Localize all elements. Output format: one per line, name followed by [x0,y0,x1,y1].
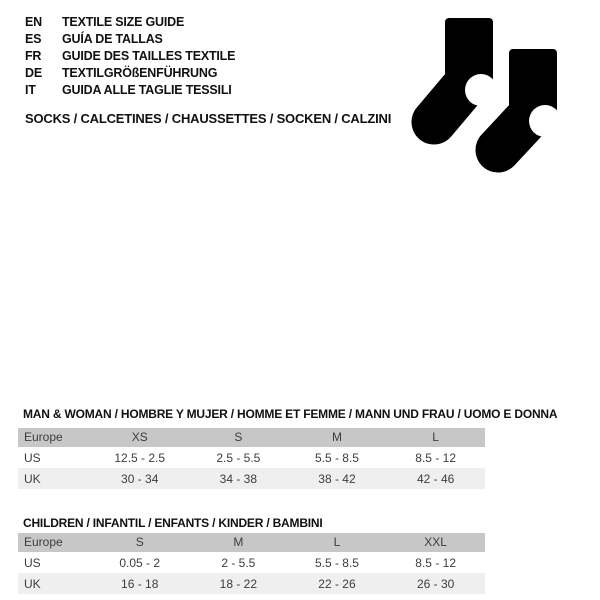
table-row-us [18,447,485,468]
size-table-man-woman [18,428,485,489]
size-value: 8.5 - 12 [415,555,456,570]
column-header: Europe [18,428,90,447]
size-value: 0.05 - 2 [119,555,161,570]
language-code: FR [25,48,42,63]
language-code: DE [25,65,42,80]
language-code: ES [25,31,42,46]
size-value: 12.5 - 2.5 [114,450,166,465]
size-value: 2.5 - 5.5 [216,450,261,465]
language-label: TEXTILGRÖßENFÜHRUNG [62,65,218,80]
table-row-uk [18,573,485,594]
column-header: M [288,428,387,447]
table-header-row [18,533,485,552]
column-header: XXL [386,533,485,552]
language-label: TEXTILE SIZE GUIDE [62,14,185,29]
size-value: 22 - 26 [288,573,387,594]
socks-icon-svg [405,14,567,176]
size-value: 34 - 38 [189,468,288,489]
table-row-uk [18,468,485,489]
sock-front [498,43,563,150]
column-header: S [189,428,288,447]
row-label: UK [18,573,90,594]
table-title-children: CHILDREN / INFANTIL / ENFANTS / KINDER / BAMBINI [23,516,323,530]
row-label: US [24,555,41,570]
size-table-children [18,533,485,594]
language-row-de [25,64,235,81]
column-header: M [189,533,288,552]
table-title-man-woman: MAN & WOMAN / HOMBRE Y MUJER / HOMME ET FEMME / MANN UND FRAU / UOMO E DONNA [23,407,558,421]
sock-back [434,18,497,122]
row-label: UK [18,468,90,489]
size-value: 16 - 18 [90,573,189,594]
column-header: S [90,533,189,552]
size-value: 2 - 5.5 [221,555,256,570]
column-header: Europe [18,533,90,552]
language-row-es [25,30,235,47]
table-header-row [18,428,485,447]
language-label: GUIDE DES TAILLES TEXTILE [62,48,236,63]
language-label: GUIDA ALLE TAGLIE TESSILI [62,82,232,97]
size-value: 8.5 - 12 [415,450,456,465]
language-row-en [25,13,235,30]
size-value: 30 - 34 [90,468,189,489]
language-code: EN [25,14,42,29]
size-value: 42 - 46 [386,468,485,489]
socks-icon [405,14,567,176]
language-list [25,13,235,98]
size-value: 5.5 - 8.5 [314,555,359,570]
column-header: L [288,533,387,552]
column-header: XS [90,428,189,447]
language-code: IT [25,82,36,97]
table-row-us [18,552,485,573]
language-row-it [25,81,235,98]
product-category-line: SOCKS / CALCETINES / CHAUSSETTES / SOCKEN / CALZINI [25,111,392,126]
language-label: GUÍA DE TALLAS [62,31,163,46]
size-value: 38 - 42 [288,468,387,489]
size-value: 26 - 30 [386,573,485,594]
column-header: L [386,428,485,447]
language-row-fr [25,47,235,64]
row-label: US [24,450,41,465]
size-value: 5.5 - 8.5 [314,450,359,465]
size-value: 18 - 22 [189,573,288,594]
